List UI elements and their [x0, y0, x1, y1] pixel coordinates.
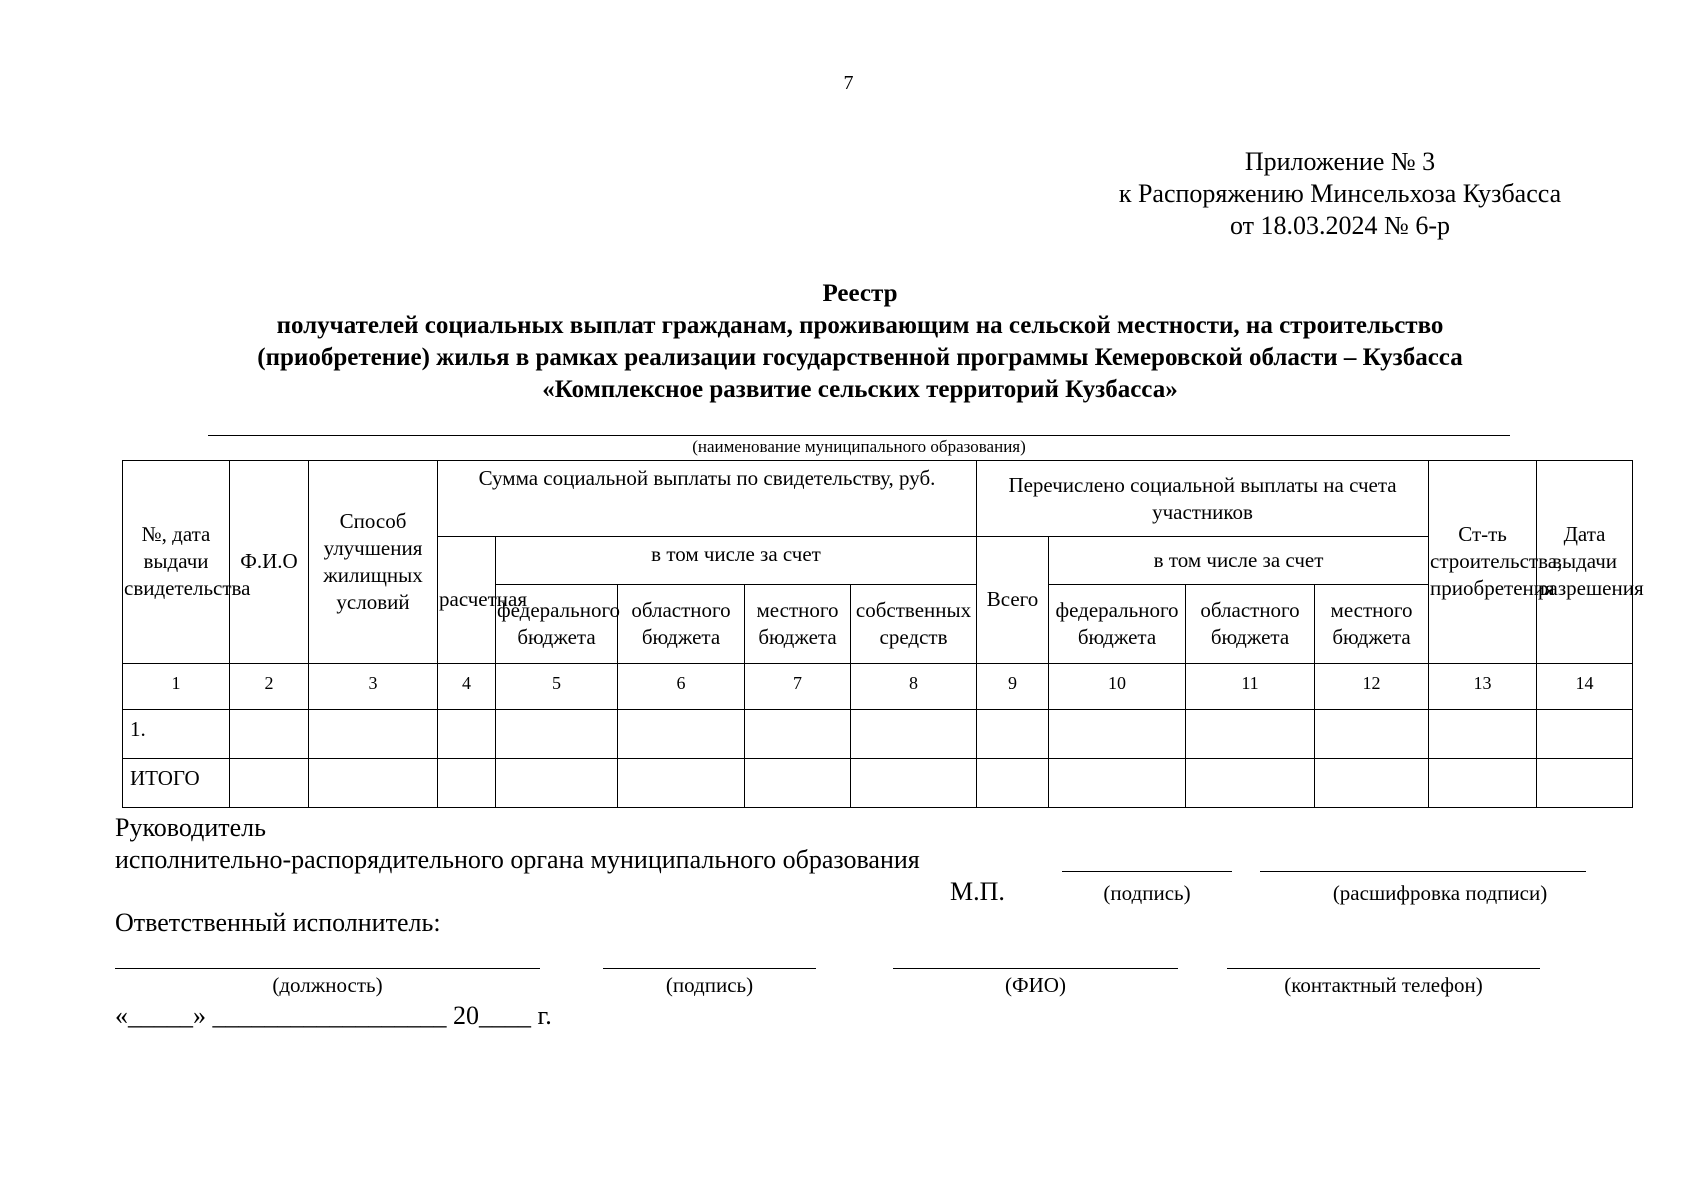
row-label: 1.: [123, 709, 230, 758]
table-cell: [309, 758, 438, 807]
column-number: 7: [745, 663, 851, 709]
header-fio: Ф.И.О: [230, 461, 309, 664]
page-number: 7: [843, 72, 854, 94]
appendix-line-3: от 18.03.2024 № 6-р: [1230, 211, 1450, 240]
column-number: 11: [1186, 663, 1315, 709]
table-cell: [1315, 709, 1429, 758]
table-cell: [438, 758, 496, 807]
signature-caption-2: (подпись): [665, 973, 754, 997]
head-organ-label: исполнительно-распорядительного органа муниципального образования: [115, 845, 920, 874]
column-number: 9: [977, 663, 1049, 709]
decoding-line: [1260, 871, 1586, 872]
header-transferred: Перечислено социальной выплаты на счета участников: [977, 461, 1429, 537]
table-cell: [851, 709, 977, 758]
appendix-line-2: к Распоряжению Минсельхоза Кузбасса: [1118, 179, 1562, 208]
header-payment-sum: Сумма социальной выплаты по свидетельству, руб.: [438, 461, 977, 537]
header-improvement-method: Способ улучшения жилищных условий: [309, 461, 438, 664]
header-transferred-regional: областного бюджета: [1186, 585, 1315, 663]
head-label: Руководитель: [115, 813, 266, 842]
header-sum-including: в том числе за счет: [496, 537, 977, 585]
position-line: [115, 968, 540, 969]
table-cell: [309, 709, 438, 758]
column-number: 6: [618, 663, 745, 709]
appendix-line-1: Приложение № 3: [1244, 147, 1436, 176]
table-cell: [618, 758, 745, 807]
column-number: 1: [123, 663, 230, 709]
column-number: 8: [851, 663, 977, 709]
table-cell: [1049, 758, 1186, 807]
header-total: Всего: [977, 537, 1049, 663]
column-number: 4: [438, 663, 496, 709]
table-cell: [1537, 709, 1633, 758]
table-cell: [618, 709, 745, 758]
stamp-label: М.П.: [950, 877, 1005, 906]
header-own-funds: собственных средств: [851, 585, 977, 663]
header-permit-date: Дата выдачи разрешения: [1537, 461, 1633, 664]
signature-caption: (подпись): [1103, 881, 1191, 905]
header-federal-budget: федерального бюджета: [496, 585, 618, 663]
column-number: 3: [309, 663, 438, 709]
title-line-4: «Комплексное развитие сельских территорий Кузбасса»: [542, 376, 1178, 403]
table-cell: [851, 758, 977, 807]
table-cell: [1537, 758, 1633, 807]
registry-table: [122, 460, 1644, 808]
table-cell: [1429, 758, 1537, 807]
column-number: 5: [496, 663, 618, 709]
date-line: «_____» __________________ 20____ г.: [115, 1001, 552, 1030]
table-cell: [1186, 758, 1315, 807]
phone-line: [1227, 968, 1540, 969]
position-caption: (должность): [272, 973, 383, 997]
phone-caption: (контактный телефон): [1284, 973, 1483, 997]
column-number: 12: [1315, 663, 1429, 709]
municipality-underline: [208, 435, 1510, 436]
decoding-caption: (расшифровка подписи): [1332, 881, 1548, 905]
table-cell: [977, 709, 1049, 758]
table-cell: [230, 758, 309, 807]
responsible-label: Ответственный исполнитель:: [115, 908, 441, 937]
table-cell: [745, 758, 851, 807]
header-number-date: №, дата выдачи свидетельства: [123, 461, 230, 664]
table-row: [123, 709, 1633, 758]
table-cell: [1429, 709, 1537, 758]
appendix-header: [1080, 146, 1600, 242]
signature-line: [1062, 871, 1232, 872]
column-number: 13: [1429, 663, 1537, 709]
table-cell: [1186, 709, 1315, 758]
column-number: 14: [1537, 663, 1633, 709]
header-cost: Ст-ть строительства, приобретения: [1429, 461, 1537, 664]
header-estimated: расчетная: [438, 537, 496, 663]
table-cell: [977, 758, 1049, 807]
column-number: 10: [1049, 663, 1186, 709]
header-regional-budget: областного бюджета: [618, 585, 745, 663]
column-number: 2: [230, 663, 309, 709]
table-cell: [496, 758, 618, 807]
table-cell: [496, 709, 618, 758]
header-local-budget: местного бюджета: [745, 585, 851, 663]
table-cell: [745, 709, 851, 758]
table-row-total: [123, 758, 1633, 807]
table-cell: [1049, 709, 1186, 758]
title-line-2: получателей социальных выплат гражданам, проживающим на сельской местности, на строительство: [276, 312, 1444, 339]
title-line-1: Реестр: [822, 280, 898, 307]
header-transferred-local: местного бюджета: [1315, 585, 1429, 663]
title-line-3: (приобретение) жилья в рамках реализации государственной программы Кемеровской области – Кузбасса: [257, 344, 1463, 371]
header-transferred-including: в том числе за счет: [1049, 537, 1429, 585]
table-cell: [438, 709, 496, 758]
signature-line-2: [603, 968, 816, 969]
fio-line: [893, 968, 1178, 969]
header-transferred-federal: федерального бюджета: [1049, 585, 1186, 663]
table-cell: [1315, 758, 1429, 807]
municipality-caption: (наименование муниципального образования): [692, 437, 1026, 456]
table-cell: [230, 709, 309, 758]
row-label-total: ИТОГО: [123, 758, 230, 807]
document-title: [120, 278, 1600, 406]
fio-caption: (ФИО): [1005, 973, 1066, 997]
